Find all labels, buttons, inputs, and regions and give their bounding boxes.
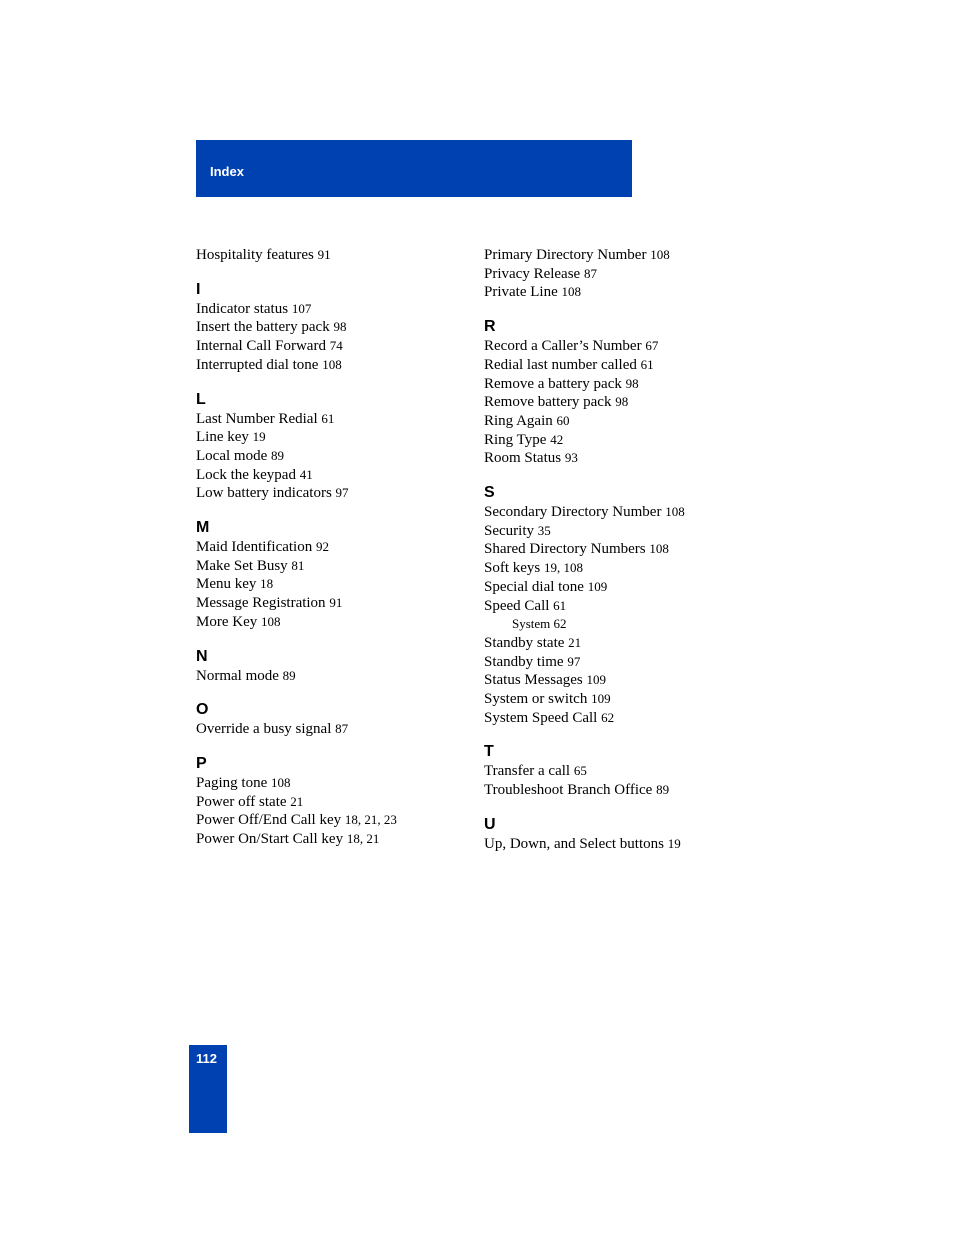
entry-page-link[interactable]: 19: [252, 429, 266, 445]
entry-text: Lock the keypad: [196, 466, 296, 483]
page-number-tab: [189, 1045, 227, 1133]
entry-page-link[interactable]: 61: [553, 597, 567, 613]
entry-text: Ring Again: [484, 412, 553, 429]
entry-text: Low battery indicators: [196, 485, 332, 502]
index-entry: [196, 613, 476, 632]
index-entry: [484, 690, 764, 709]
index-section: [196, 391, 476, 504]
index-entry: [196, 356, 476, 375]
section-letter: T: [484, 743, 494, 761]
entry-page-link[interactable]: 42: [550, 431, 564, 447]
index-section: [484, 246, 764, 302]
index-entry: [196, 300, 476, 319]
entry-text: Power On/Start Call key: [196, 831, 344, 848]
index-section: [484, 816, 764, 854]
entry-text: Privacy Release: [484, 265, 581, 282]
entry-text: Paging tone: [196, 774, 268, 791]
entry-page-link[interactable]: 41: [299, 466, 313, 482]
index-entry: [196, 720, 476, 739]
index-section: [484, 484, 764, 727]
entry-page-link[interactable]: 19: [667, 835, 681, 851]
entry-text: Speed Call: [484, 597, 550, 614]
entry-text: Transfer a call: [484, 763, 571, 780]
section-letter: N: [196, 647, 208, 665]
entry-text: Status Messages: [484, 672, 583, 689]
entry-text: Soft keys: [484, 560, 541, 577]
entry-text: System Speed Call: [484, 709, 598, 726]
entry-text: Local mode: [196, 447, 268, 464]
section-letter: I: [196, 280, 201, 298]
entry-text: Insert the battery pack: [196, 319, 330, 336]
entry-page-link[interactable]: 98: [625, 375, 639, 391]
entry-text: Power Off/End Call key: [196, 812, 342, 829]
entry-text: Indicator status: [196, 300, 289, 317]
entry-text: Internal Call Forward: [196, 338, 326, 355]
entry-page-link[interactable]: 98: [333, 319, 347, 335]
index-entry: [196, 811, 476, 830]
entry-page-link[interactable]: 108: [649, 541, 669, 557]
entry-text: Interrupted dial tone: [196, 356, 319, 373]
index-entry: [484, 540, 764, 559]
index-entry: [196, 466, 476, 485]
entry-page-link[interactable]: 108: [260, 613, 281, 629]
entry-page-link[interactable]: 87: [335, 721, 349, 737]
entry-page-link[interactable]: 108: [665, 504, 685, 520]
entry-text: Shared Directory Numbers: [484, 541, 646, 558]
index-section: [484, 318, 764, 468]
index-entry: [484, 709, 764, 728]
index-entry: [484, 578, 764, 597]
entry-page-link[interactable]: 107: [291, 300, 312, 316]
index-entry: [196, 318, 476, 337]
index-entry: [484, 393, 764, 412]
index-entry: [484, 375, 764, 394]
section-letter: M: [196, 519, 210, 537]
entry-page-link[interactable]: 91: [317, 247, 331, 262]
entry-page-link[interactable]: 93: [564, 450, 578, 466]
entry-text: Private Line: [484, 284, 558, 301]
section-letter: U: [484, 815, 496, 833]
entry-text: Override a busy signal: [196, 721, 332, 738]
entry-page-link[interactable]: 97: [335, 485, 349, 501]
entry-page-link[interactable]: 89: [656, 782, 670, 798]
entry-page-link[interactable]: 35: [537, 522, 551, 538]
entry-page-link[interactable]: 61: [321, 410, 335, 426]
entry-text: Normal mode: [196, 667, 279, 684]
entry-page-link[interactable]: 74: [329, 338, 343, 354]
entry-text: Menu key: [196, 576, 257, 593]
entry-text: Special dial tone: [484, 578, 584, 595]
index-entry: [484, 762, 764, 781]
entry-page-link[interactable]: 97: [567, 653, 581, 669]
index-entry: [196, 246, 476, 265]
entry-text: Secondary Directory Number: [484, 504, 662, 521]
index-entry: [484, 597, 764, 616]
entry-page-link[interactable]: 18, 21, 23: [344, 812, 397, 828]
entry-page-link[interactable]: 89: [282, 667, 296, 683]
entry-page-link[interactable]: 89: [270, 447, 284, 463]
index-entry: [196, 793, 476, 812]
entry-text: Record a Caller’s Number: [484, 338, 642, 355]
index-section: [196, 701, 476, 739]
entry-text: Security: [484, 522, 534, 539]
index-column-right: [484, 246, 764, 870]
entry-text: More Key: [196, 613, 258, 630]
index-entry: [484, 835, 764, 854]
index-entry: [484, 356, 764, 375]
index-entry: [484, 337, 764, 356]
index-section: [196, 519, 476, 632]
section-letter: R: [484, 318, 496, 336]
entry-text: Redial last number called: [484, 356, 637, 373]
entry-page-link[interactable]: 61: [640, 356, 654, 372]
page-number: 112: [196, 1051, 217, 1066]
entry-text: Remove battery pack: [484, 394, 612, 411]
index-entry: [196, 410, 476, 429]
entry-page-link[interactable]: 92: [315, 539, 329, 555]
entry-page-link[interactable]: 18, 21: [346, 831, 380, 847]
entry-text: Troubleshoot Branch Office: [484, 782, 653, 799]
entry-text: Primary Directory Number: [484, 247, 647, 263]
index-entry: [196, 428, 476, 447]
index-entry: [196, 594, 476, 613]
index-entry: [196, 575, 476, 594]
entry-page-link[interactable]: 109: [587, 578, 608, 594]
entry-page-link[interactable]: 109: [586, 672, 606, 688]
entry-page-link[interactable]: 65: [573, 763, 587, 779]
entry-text: Maid Identification: [196, 539, 313, 556]
entry-page-link[interactable]: 87: [583, 265, 597, 281]
index-entry: [484, 781, 764, 800]
entry-text: System or switch: [484, 691, 588, 708]
entry-page-link[interactable]: 19, 108: [544, 560, 583, 576]
entry-page-link[interactable]: 62: [553, 616, 567, 632]
index-column-left: [196, 246, 476, 865]
index-entry: [484, 559, 764, 578]
entry-text: Standby state: [484, 634, 565, 651]
index-entry: [196, 774, 476, 793]
index-entry: [484, 412, 764, 431]
entry-page-link[interactable]: 18: [260, 576, 274, 592]
section-letter: S: [484, 484, 495, 502]
header-bar: [196, 140, 632, 197]
entry-text: Room Status: [484, 450, 562, 467]
index-entry: [196, 667, 476, 686]
entry-page-link[interactable]: 67: [645, 338, 659, 354]
index-entry: [484, 653, 764, 672]
entry-text: Ring Type: [484, 431, 547, 448]
entry-text: Make Set Busy: [196, 557, 288, 574]
entry-text: System: [512, 616, 551, 632]
index-entry: [484, 449, 764, 468]
entry-text: Hospitality features: [196, 247, 314, 263]
index-entry: [484, 431, 764, 450]
entry-text: Remove a battery pack: [484, 375, 622, 392]
entry-text: Last Number Redial: [196, 410, 318, 427]
index-entry: [484, 615, 764, 634]
entry-text: Power off state: [196, 793, 287, 810]
index-entry: [484, 522, 764, 541]
section-letter: P: [196, 754, 207, 772]
index-section: [196, 281, 476, 375]
entry-text: Standby time: [484, 653, 564, 670]
page-title: Index: [210, 164, 244, 179]
entry-page-link[interactable]: 108: [322, 356, 342, 372]
entry-page-link[interactable]: 60: [556, 412, 570, 428]
index-section: [196, 755, 476, 849]
index-entry: [196, 337, 476, 356]
entry-page-link[interactable]: 98: [615, 394, 629, 410]
entry-page-link[interactable]: 91: [329, 595, 343, 611]
section-letter: L: [196, 390, 206, 408]
index-section: [196, 648, 476, 686]
index-entry: [196, 557, 476, 576]
entry-page-link[interactable]: 108: [650, 247, 670, 262]
index-entry: [484, 634, 764, 653]
index-entry: [484, 246, 764, 265]
index-entry: [484, 265, 764, 284]
index-entry: [484, 283, 764, 302]
entry-page-link[interactable]: 108: [271, 774, 291, 790]
entry-page-link[interactable]: 109: [591, 691, 611, 707]
index-entry: [196, 484, 476, 503]
index-section: [484, 743, 764, 799]
index-entry: [196, 447, 476, 466]
index-entry: [484, 503, 764, 522]
entry-page-link[interactable]: 21: [290, 793, 304, 809]
entry-page-link[interactable]: 62: [601, 709, 615, 725]
entry-page-link[interactable]: 108: [561, 284, 581, 300]
entry-page-link[interactable]: 21: [568, 634, 582, 650]
entry-page-link[interactable]: 81: [291, 557, 305, 573]
section-letter: O: [196, 701, 209, 719]
entry-text: Up, Down, and Select buttons: [484, 835, 664, 852]
index-entry: [484, 671, 764, 690]
index-entry: [196, 830, 476, 849]
index-entry: [196, 538, 476, 557]
entry-text: Message Registration: [196, 595, 326, 612]
index-section: [196, 246, 476, 265]
entry-text: Line key: [196, 429, 249, 446]
